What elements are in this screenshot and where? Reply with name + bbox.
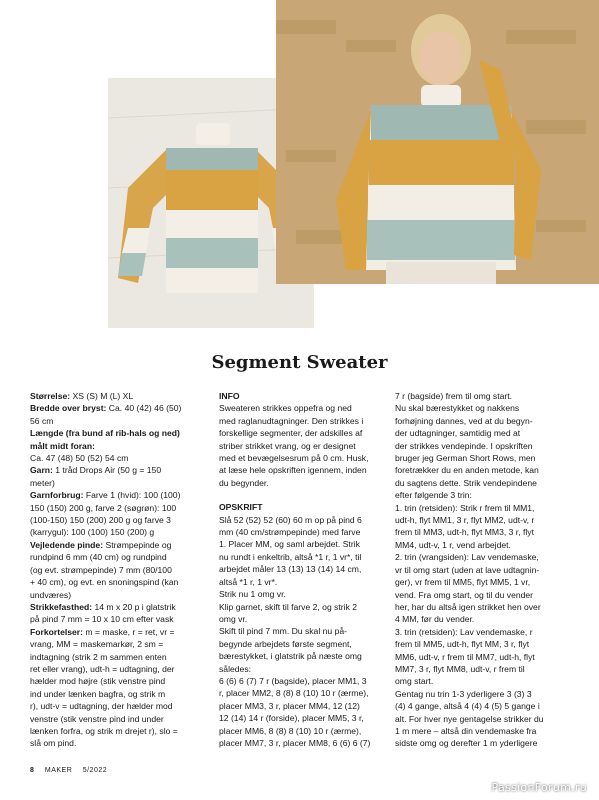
spec-line xyxy=(30,514,202,526)
body-line: 1. trin (retsiden): Strik r frem til MM1, xyxy=(395,502,535,513)
body-line: der strikkes vendepinde. I opskriften xyxy=(395,440,533,451)
body-line: (4) 4 gange, altså 4 (4) 4 (5) 5 gange i xyxy=(395,701,540,712)
spec-line xyxy=(30,737,202,749)
spec-line xyxy=(30,551,202,563)
opskrift-line: 6 (6) 6 (7) 7 r (bagside), placer MM1, 3 xyxy=(219,675,367,686)
opskrift-text xyxy=(219,514,391,750)
body-line: der udtagninger, samtidig med at xyxy=(395,428,521,439)
opskrift-line: placer MM7, 3 r, placer MM8, 6 (6) 6 (7) xyxy=(219,737,371,748)
info-line: Sweateren strikkes oppefra og ned xyxy=(219,403,352,414)
spec-value: 56 cm xyxy=(30,415,54,426)
spec-value: (100-150) 150 (200) 200 g og farve 3 xyxy=(30,515,171,526)
spec-value: på pind 7 mm = 10 x 10 cm efter vask xyxy=(30,614,174,625)
spec-value: ret eller vrang), udt-h = udtagning, der xyxy=(30,663,175,674)
opskrift-line: bærestykket, i glatstrik på næste omg xyxy=(219,651,362,662)
spec-line xyxy=(30,477,202,489)
body-line: her, har du altså igen strikket hen over xyxy=(395,601,541,612)
spec-line xyxy=(30,725,202,737)
body-line: frem til MM5, udt-h, flyt MM, 3 r, flyt xyxy=(395,639,530,650)
spec-value: indtagning (strik 2 m sammen enten xyxy=(30,651,167,662)
spec-value: slå om pind. xyxy=(30,738,77,749)
spec-line xyxy=(30,402,202,414)
spec-label: Forkortelser: xyxy=(30,626,84,637)
opskrift-line: 1. Placer MM, og saml arbejdet. Strik xyxy=(219,539,360,550)
body-line: 1 m mere – altså din vendemaske fra xyxy=(395,725,537,736)
body-line: MM7, 3 r, flyt MM8, udt-v, r frem til xyxy=(395,663,525,674)
spec-value: ind under lænken bagfra, og strik m xyxy=(30,688,166,699)
spec-line xyxy=(30,440,202,452)
spec-label: Vejledende pinde: xyxy=(30,539,104,550)
body-line: udt-h, flyt MM1, 3 r, flyt MM2, udt-v, r xyxy=(395,515,535,526)
opskrift-line: arbejdet måler 13 (13) 13 (14) 14 cm, xyxy=(219,564,362,575)
spec-line xyxy=(30,626,202,638)
spec-label: Størrelse: xyxy=(30,391,71,401)
spec-value: Ca. 40 (42) 46 (50) xyxy=(106,403,182,414)
body-line: sidste omg og derefter 1 m yderligere xyxy=(395,738,538,749)
spec-value: 14 m x 20 p i glatstrik xyxy=(92,601,176,612)
spec-line xyxy=(30,415,202,427)
info-line: at læse hele opskriften igennem, inden xyxy=(219,465,367,476)
body-line: vr til omg start (uden at lave udtagnin- xyxy=(395,564,540,575)
spec-value: vrang, MM = maskemarkør, 2 sm = xyxy=(30,639,164,650)
body-line: MM4, udt-v, 1 r, vend arbejdet. xyxy=(395,539,511,550)
spec-value: Ca. 47 (48) 50 (52) 54 cm xyxy=(30,453,129,464)
page-footer xyxy=(30,767,115,774)
spec-line xyxy=(30,688,202,700)
body-line: 7 r (bagside) frem til omg start. xyxy=(395,391,513,401)
spec-value: rundpind 6 mm (40 cm) og rundpind xyxy=(30,552,167,563)
info-line: forskellige segmenter, der adskilles af xyxy=(219,428,363,439)
opskrift-line: r, placer MM2, 8 (8) 8 (10) 10 r (ærme), xyxy=(219,688,369,699)
continuation-column xyxy=(395,390,570,750)
body-line: 3. trin (retsiden): Lav vendemaske, r xyxy=(395,626,533,637)
spec-line xyxy=(30,489,202,501)
spec-line xyxy=(30,700,202,712)
specs-column xyxy=(30,390,202,750)
info-line: striber strikket vrang, og er designet xyxy=(219,440,356,451)
body-line: MM6, udt-v, r frem til MM7, udt-h, flyt xyxy=(395,651,535,662)
model-wearing-sweater-image xyxy=(276,0,599,284)
spec-value: undværes) xyxy=(30,589,72,600)
spec-value: + 40 cm), og evt. en snoningspind (kan xyxy=(30,577,179,588)
opskrift-line: således: xyxy=(219,663,252,674)
spec-line xyxy=(30,638,202,650)
spec-value: (karrygul): 100 (100) 150 (200) g xyxy=(30,527,155,538)
spec-label: Længde (fra bund af rib-hals og ned) xyxy=(30,428,180,439)
spec-value: r), udt-v = udtagning, der hælder mod xyxy=(30,701,173,712)
magazine-name: MAKER xyxy=(44,767,73,774)
body-line: omg start. xyxy=(395,676,434,687)
spec-line xyxy=(30,502,202,514)
spec-value: Farve 1 (hvid): 100 (100) xyxy=(83,490,181,501)
page-number: 8 xyxy=(30,767,35,774)
spec-value: 150 (150) 200 g, farve 2 (søgrøn): 100 xyxy=(30,502,177,513)
opskrift-line: altså *1 r, 1 vr*. xyxy=(219,576,278,587)
spec-value: m = maske, r = ret, vr = xyxy=(83,626,175,637)
opskrift-line: Klip garnet, skift til farve 2, og strik 2 xyxy=(219,601,358,612)
spec-line xyxy=(30,675,202,687)
body-line: du sagtens dette. Strik vendepindene xyxy=(395,477,537,488)
instructions-column xyxy=(219,390,391,749)
info-heading: INFO xyxy=(219,391,240,401)
spec-line xyxy=(30,601,202,613)
body-line: bruger jeg German Short Rows, men xyxy=(395,453,536,464)
opskrift-line: Strik nu 1 omg vr. xyxy=(219,589,286,600)
spec-line xyxy=(30,539,202,551)
opskrift-line: placer MM6, 8 (8) 8 (10) 10 r (ærme), xyxy=(219,725,362,736)
spec-label: Strikkefasthed: xyxy=(30,601,93,612)
info-line: med et bevægelsesrum på 0 cm. Husk, xyxy=(219,453,369,464)
body-line: Nu skal bærestykket og nakkens xyxy=(395,403,520,414)
spec-label: Garn: xyxy=(30,465,53,476)
opskrift-line: nu rundt i enkeltrib, altså *1 r, 1 vr*, til xyxy=(219,551,362,562)
body-line: vend. Fra omg start, og til du vender xyxy=(395,589,534,600)
spec-value: (og evt. strømpepinde) 7 mm (80/100 xyxy=(30,564,172,575)
body-line: alt. For hver nye gentagelse strikker du xyxy=(395,713,544,724)
article-title: Segment Sweater xyxy=(211,352,388,373)
body-line: efter følgende 3 trin: xyxy=(395,490,472,501)
spec-line xyxy=(30,613,202,625)
spec-line xyxy=(30,390,202,402)
info-text xyxy=(219,402,391,489)
spec-value: 1 tråd Drops Air (50 g = 150 xyxy=(52,465,162,476)
body-line: foretrækker du en anden metode, kan xyxy=(395,465,539,476)
opskrift-line: mm (40 cm/strømpepinde) med farve xyxy=(219,527,361,538)
opskrift-line: omg vr. xyxy=(219,613,248,624)
spec-line xyxy=(30,713,202,725)
body-line: frem til MM3, udt-h, flyt MM3, 3 r, flyt xyxy=(395,527,534,538)
spec-line xyxy=(30,564,202,576)
spec-line xyxy=(30,663,202,675)
issue-number: 5/2022 xyxy=(82,767,108,774)
spec-value: venstre (stik venstre pind ind under xyxy=(30,713,164,724)
opskrift-line: 12 (14) 14 r (forside), placer MM5, 3 r, xyxy=(219,713,364,724)
spec-value: lænken forfra, og strik m drejet r), slo = xyxy=(30,725,178,736)
body-line: 4 MM, før du vender. xyxy=(395,614,475,625)
opskrift-heading: OPSKRIFT xyxy=(219,502,263,513)
opskrift-line: placer MM3, 3 r, placer MM4, 12 (12) xyxy=(219,700,360,711)
spec-label: Bredde over bryst: xyxy=(30,403,107,414)
spec-line xyxy=(30,526,202,538)
spec-value: meter) xyxy=(30,477,55,488)
spec-value: hælder mod højre (stik venstre pind xyxy=(30,676,166,687)
opskrift-line: Slå 52 (52) 52 (60) 60 m op på pind 6 xyxy=(219,514,362,525)
opskrift-line: begynde arbejdets første segment, xyxy=(219,638,352,649)
spec-line xyxy=(30,464,202,476)
spec-value: XS (S) M (L) XL xyxy=(70,391,134,401)
model-photo-illustration xyxy=(276,0,599,284)
spec-line xyxy=(30,589,202,601)
spec-line xyxy=(30,651,202,663)
spec-line xyxy=(30,452,202,464)
spec-label: målt midt foran: xyxy=(30,440,95,451)
opskrift-line: Skift til pind 7 mm. Du skal nu på- xyxy=(219,626,347,637)
body-line: forhøjning dannes, ved at du begyn- xyxy=(395,415,533,426)
body-line: Gentag nu trin 1-3 yderligere 3 (3) 3 xyxy=(395,688,532,699)
spec-label: Garnforbrug: xyxy=(30,490,84,501)
info-line: du begynder. xyxy=(219,477,269,488)
spec-value: Strømpepinde og xyxy=(103,539,172,550)
spec-line xyxy=(30,427,202,439)
info-line: med raglanudtagninger. Den strikkes i xyxy=(219,415,364,426)
body-line: 2. trin (vrangsiden): Lav vendemaske, xyxy=(395,552,539,563)
body-line: ger), vr frem til MM5, flyt MM5, 1 vr, xyxy=(395,577,531,588)
watermark-text: PassionForum.ru xyxy=(491,781,587,794)
spec-line xyxy=(30,576,202,588)
